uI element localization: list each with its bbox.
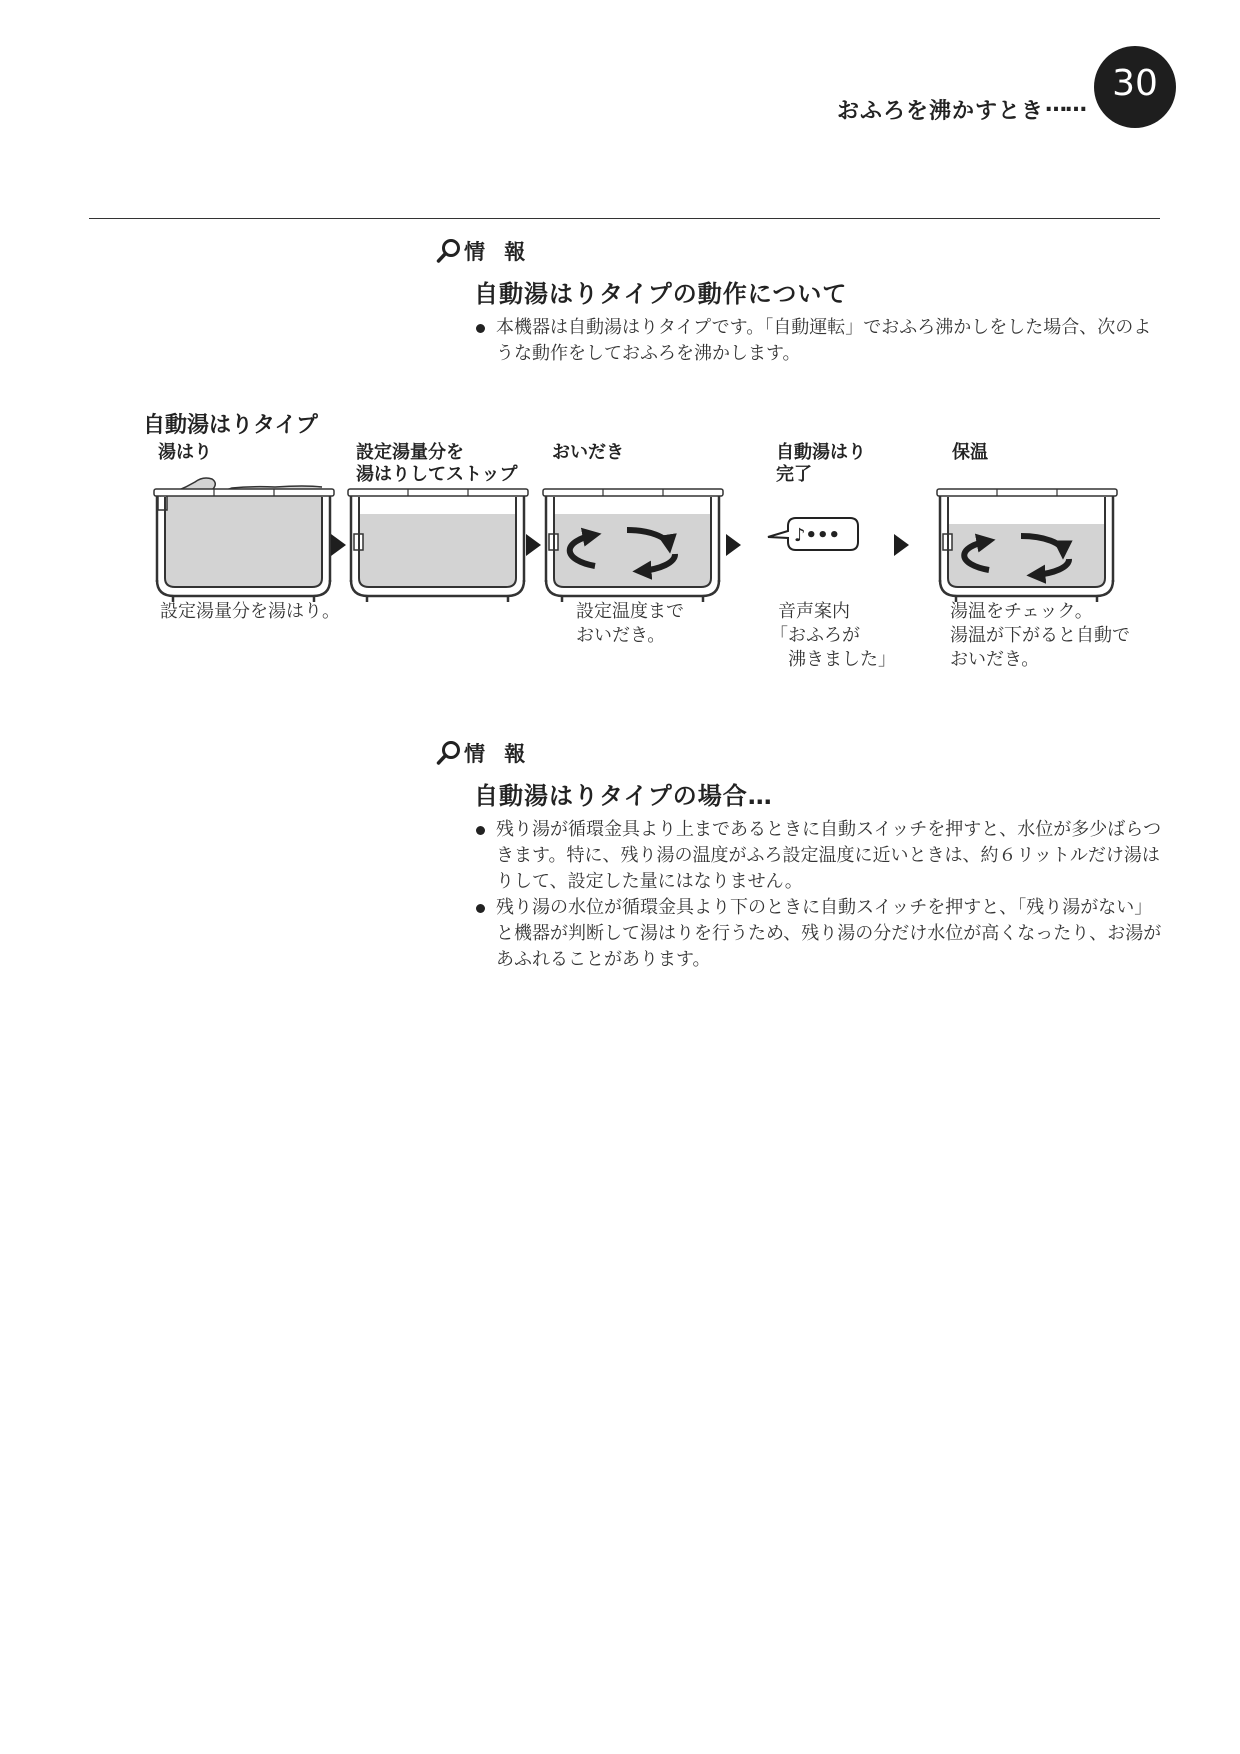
section-header-title: おふろを沸かすとき [836,99,1044,124]
info-title: 自動湯はりタイプの場合… [474,782,773,810]
step-label-5: 保温 [952,442,988,463]
step-arrow-icon [331,534,346,556]
info-bullet-list [474,315,1164,367]
info-title: 自動湯はりタイプの動作について [474,280,848,308]
step-caption-4: 音声案内 「おふろが 沸きました」 [770,601,896,670]
info-bullet: 残り湯の水位が循環金具より下のときに自動スイッチを押すと、「残り湯がない」と機器が判断して湯はりを行うため、残り湯の分だけ水位が高くなったり、お湯があふれることがあります。 [474,895,1164,973]
diagram-title: 自動湯はりタイプ [143,413,318,438]
info-block-2 [436,738,1164,973]
info-bullet-list [474,817,1164,973]
header-leader-dots: …… [1045,92,1085,117]
step-label-4: 自動湯はり 完了 [776,442,866,485]
step-label-2: 設定湯量分を 湯はりしてストップ [356,442,518,485]
info-block-1 [436,236,1164,367]
info-heading: 情 報 [464,240,532,264]
step-label-3: おいだき [552,442,624,463]
step-label-1: 湯はり [158,442,212,463]
svg-text:♪•••: ♪••• [794,525,841,546]
magnifier-icon [436,740,462,766]
bathtub-stop [348,489,528,602]
voice-announcement-icon [768,518,858,550]
step-arrow-icon [526,534,541,556]
page-number-badge: 30 [1094,46,1176,128]
bathtub-filling [154,478,334,602]
info-bullet: 残り湯が循環金具より上まであるときに自動スイッチを押すと、水位が多少ばらつきます。特に、残り湯の温度がふろ設定温度に近いときは、約６リットルだけ湯はりして、設定した量にはなりません。 [474,817,1164,895]
step-caption-1: 設定湯量分を湯はり。 [160,601,340,622]
step-caption-5: 湯温をチェック。 湯温が下がると自動で おいだき。 [950,601,1130,670]
bathtub-keep-warm [937,489,1117,602]
horizontal-rule [89,218,1160,219]
step-caption-3: 設定温度まで おいだき。 [576,601,684,646]
bath-operation-diagram [0,430,1240,610]
bathtub-reheating [543,489,723,602]
step-arrow-icon [726,534,741,556]
info-heading: 情 報 [464,742,532,766]
step-arrow-icon [894,534,909,556]
magnifier-icon [436,238,462,264]
info-bullet: 本機器は自動湯はりタイプです。「自動運転」でおふろ沸かしをした場合、次のような動作をしておふろを沸かします。 [474,315,1164,367]
